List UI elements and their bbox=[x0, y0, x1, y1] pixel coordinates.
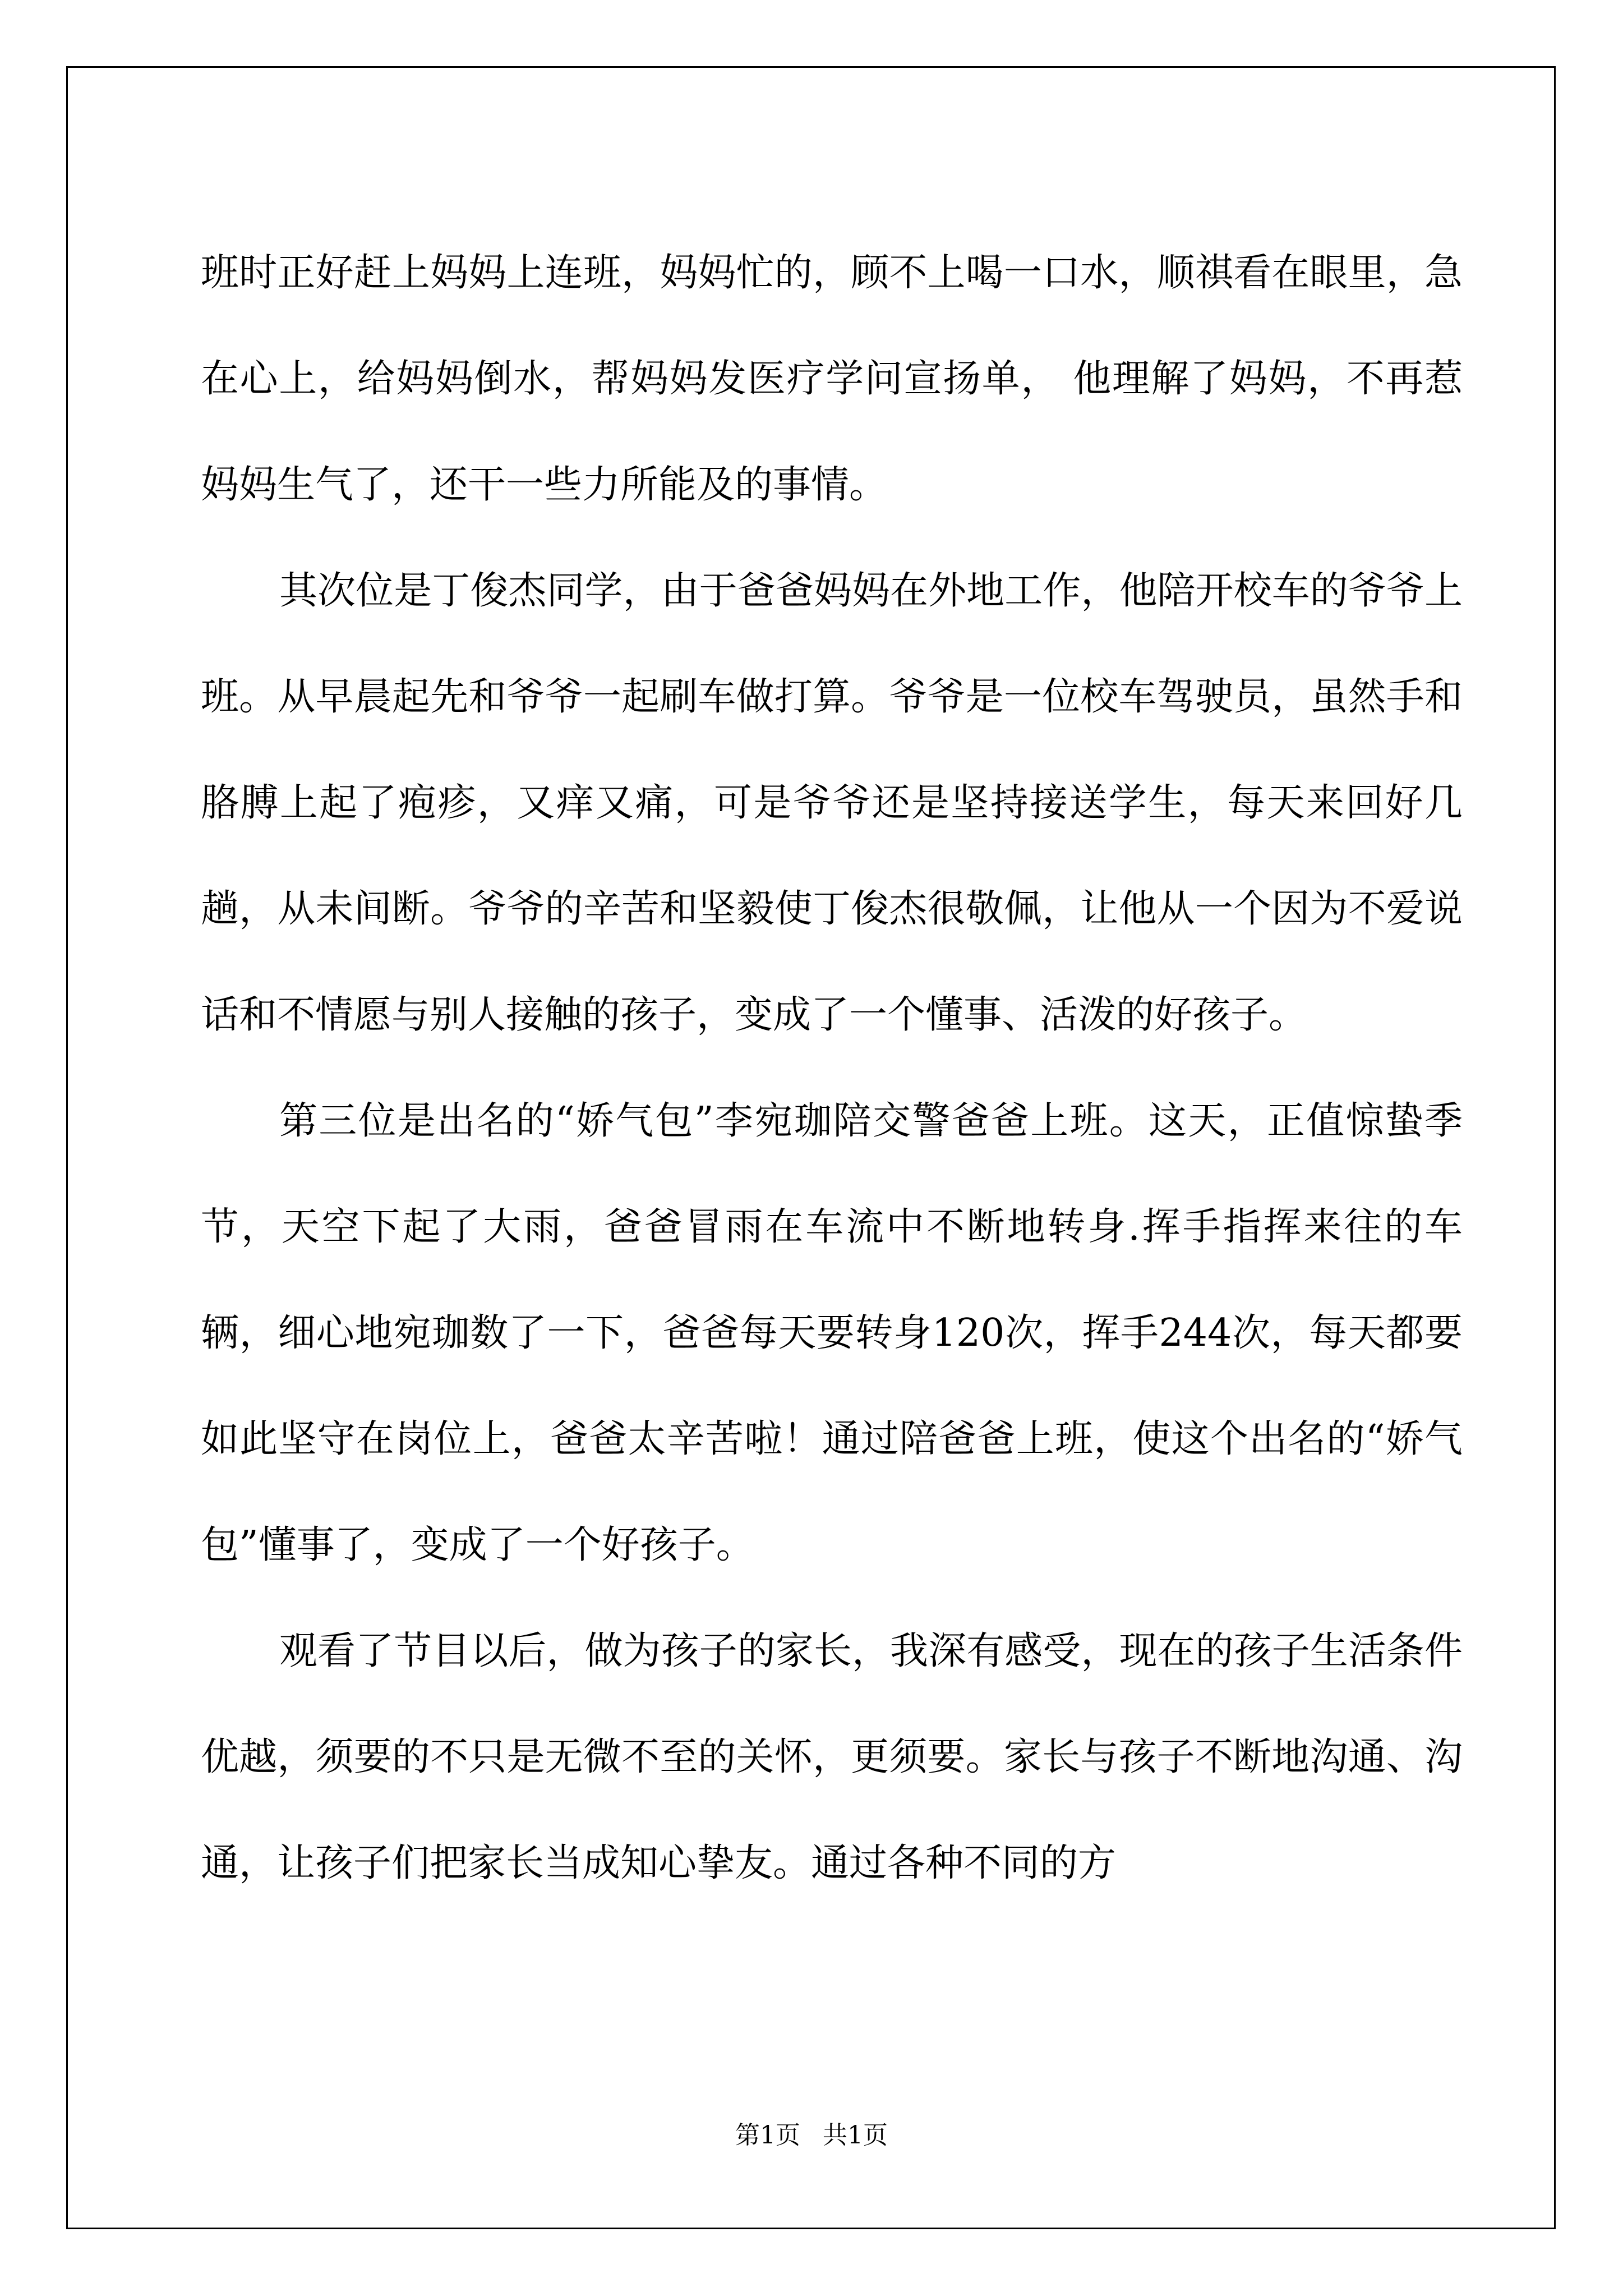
page-number: 第1页 bbox=[735, 2121, 800, 2150]
paragraph-4: 观看了节目以后，做为孩子的家长，我深有感受，现在的孩子生活条件优越，须要的不只是无微不至的关怀，更须要。家长与孩子不断地沟通、沟通，让孩子们把家长当成知心挚友。通过各种不同的方 bbox=[201, 1629, 1463, 1885]
paragraph-1: 班时正好赶上妈妈上连班，妈妈忙的，顾不上喝一口水，顺祺看在眼里，急在心上，给妈妈倒水，帮妈妈发医疗学问宣扬单， 他理解了妈妈，不再惹妈妈生气了，还干一些力所能及的事情。 bbox=[201, 251, 1463, 507]
document-body bbox=[201, 220, 1463, 1916]
paragraph-3: 第三位是出名的“娇气包”李宛珈陪交警爸爸上班。这天，正值惊蛰季节，天空下起了大雨，爸爸冒雨在车流中不断地转身.挥手指挥来往的车辆，细心地宛珈数了一下，爸爸每天要转身120次，挥手244次，每天都要如此坚守在岗位上，爸爸太辛苦啦！通过陪爸爸上班，使这个出名的“娇气包”懂事了，变成了一个好孩子。 bbox=[201, 1099, 1463, 1567]
page-total: 共1页 bbox=[823, 2121, 888, 2150]
paragraph-2: 其次位是丁俊杰同学，由于爸爸妈妈在外地工作，他陪开校车的爷爷上班。从早晨起先和爷爷一起刷车做打算。爷爷是一位校车驾驶员，虽然手和胳膊上起了疱疹，又痒又痛，可是爷爷还是坚持接送学生，每天来回好几趟，从未间断。爷爷的辛苦和坚毅使丁俊杰很敬佩，让他从一个因为不爱说话和不情愿与别人接触的孩子，变成了一个懂事、活泼的好孩子。 bbox=[201, 569, 1463, 1037]
page-footer bbox=[0, 2115, 1623, 2151]
